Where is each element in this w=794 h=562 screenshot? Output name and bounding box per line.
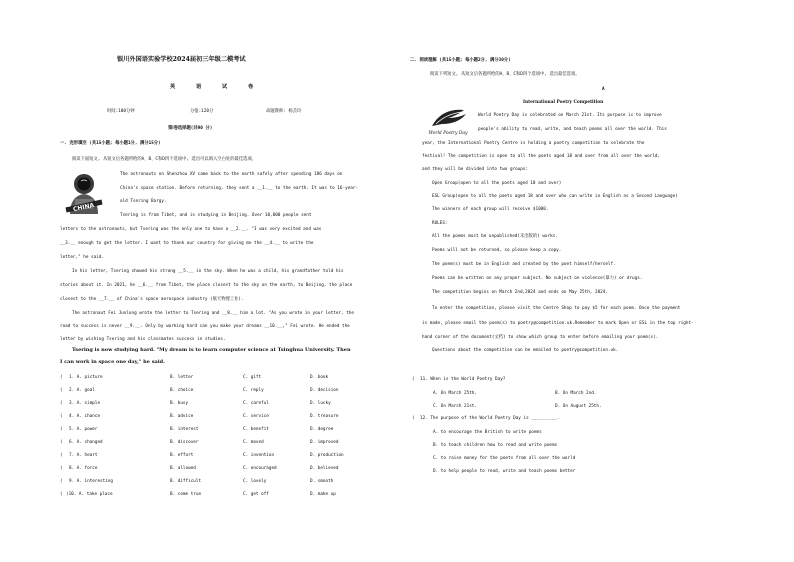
answer-blank[interactable]: ( (60, 401, 63, 406)
option-d: D. degree (310, 427, 334, 432)
passage-line: RULES: (432, 221, 448, 226)
passage-line: The astronaut Fei Junlong wrote the letter to Tsering and __8.__ him a lot. "As you wrote in your letter, the (72, 311, 354, 316)
option-d: D. production (310, 453, 344, 458)
option-c: C. gift (243, 375, 262, 380)
section2-instructions: 阅读下列短文, 从短文后各题所给的A、B、C和D四个选项中, 选出最佳选项。 (430, 72, 580, 77)
passage-line: letters to the astronauts, but Tsering was the only one to have a __2.__. "I was very excited and was (60, 227, 322, 232)
option-question: 1. A. picture (69, 375, 103, 380)
passage-line: The winners of each group will receive $1000. (432, 207, 549, 212)
section1-heading: 一. 完形填空 (共15小题; 每小题1分, 满分15分) (60, 141, 161, 146)
exam-score: 分值:120分 (190, 109, 214, 114)
passage-line: festival! The competition is open to all the poets aged 18 and over from all over the world, (422, 154, 660, 159)
exam-time: 时间:100分钟 (107, 109, 135, 114)
option-question: 4. A. chance (69, 414, 101, 419)
passage-line: Tsering is now studying hard. "My dream is to learn computer science at Tsinghua University. Then (72, 347, 351, 353)
option-b: B. come true (170, 492, 202, 497)
school-title: 银川外国语实验学校2024届初三年级二模考试 (117, 56, 246, 63)
passage-line: stories about it. In 2021, he __6.__ from Tibet, the place closest to the sky on the earth, to Beijing, the place (60, 283, 353, 288)
part-one-heading: 第Ⅰ卷选择题(共90 分) (168, 126, 213, 131)
section2-heading: 二. 阅读理解 (共15小题; 每小题2分, 满分30分) (410, 58, 511, 63)
exam-setter: 命题教师: 杨芸玲 (266, 109, 302, 114)
passage-line: Poems can be written on any proper subject. No subject on violence(暴力) or drugs. (432, 276, 643, 281)
option-b: B. On March 2nd. (555, 391, 597, 396)
answer-blank[interactable]: ( (60, 427, 63, 432)
option-question: )10. A. take place (66, 492, 113, 497)
option-c: C. to raise money for the poets from all over the world (433, 456, 576, 461)
option-b: B. discover (170, 440, 199, 445)
passage-line: In his letter, Tsering showed his strong __5.__ in the sky. When he was a child, his grandfather told his (72, 269, 344, 274)
passage-line: and they will be divided into two groups: (422, 167, 529, 172)
passage-line: __3.__ enough to get the letter. I want to thank our country for giving me the __4.__ to write the (60, 241, 314, 246)
option-c: C. moved (243, 440, 264, 445)
astronaut-image (60, 170, 108, 216)
answer-blank[interactable]: ( (60, 440, 63, 445)
option-d: D. believed (310, 466, 339, 471)
subject-char: 试 (222, 84, 228, 90)
option-d: D. book (310, 375, 329, 380)
option-a: A. On March 25th. (433, 391, 477, 396)
option-question: 2. A. goal (69, 388, 95, 393)
option-question: 6. A. changed (69, 440, 103, 445)
option-d: D. smooth (310, 479, 334, 484)
passage-line: The competition begins on March 2nd,2024 and ends on May 25th, 2024. (432, 290, 608, 295)
answer-blank[interactable]: ( (412, 416, 415, 421)
passage-line: Questions about the competition can be emailed to poetry@competition.uk. (432, 348, 619, 353)
option-c: C. service (243, 414, 269, 419)
option-question: 8. A. force (69, 466, 98, 471)
passage-line: China's space station. Before returning, they sent a __1.__ to the earth. It was to 16-year- (120, 186, 358, 191)
option-c: C. invention (243, 453, 275, 458)
passage-line: World Poetry Day is celebrated on March 21st. Its purpose is to improve (478, 113, 662, 118)
option-d: D. lucky (310, 401, 331, 406)
option-a: A. to encourage the British to write poems (433, 430, 542, 435)
answer-blank[interactable]: ( (60, 479, 63, 484)
question-text: 12. The purpose of the World Poetry Day is __________. (420, 416, 560, 421)
passage-line: The poem(s) must be in English and created by the poet himself/herself. (432, 262, 616, 267)
passage-title: International Poetry Competition (523, 100, 604, 105)
option-d: D. improved (310, 440, 339, 445)
passage-line: The astronauts on Shenzhou XV came back to the earth safely after spending 186 days on (120, 172, 343, 177)
option-b: B. to teach children how to read and write poems (433, 443, 558, 448)
passage-line: people's ability to read, write, and teach poems all over the world. This (478, 127, 667, 132)
passage-line: To enter the competition, please visit the Centre Shop to pay $5 for each poem. Once the payment (432, 306, 681, 311)
passage-line: old Tsering Bargy. (120, 199, 167, 204)
passage-line: ESL Group(open to all the poets aged 18 and over who can write in English as a Second Language) (432, 194, 678, 199)
answer-blank[interactable]: ( (60, 388, 63, 393)
passage-line: year, the International Poetry Centre is holding a poetry competition to celebrate the (422, 141, 645, 146)
option-b: B. busy (170, 401, 189, 406)
passage-line: road to success is never __9.__. Only by working hard can you make your dreams __10.__," Fei wrote. He ended the (60, 324, 350, 329)
option-d: D. decision (310, 388, 339, 393)
answer-blank[interactable]: ( (60, 414, 63, 419)
option-b: B. effort (170, 453, 194, 458)
stamp-text: World Poetry Day (428, 131, 468, 136)
passage-line: is made, please email the poem(s) to poetry@competition.uk.Remember to mark Open or ESL in the top right- (422, 321, 694, 326)
question-text: 11. When is the World Poetry Day? (420, 377, 506, 382)
option-c: C. get off (243, 492, 269, 497)
passage-line: Poems will not be returned, so please keep a copy. (432, 248, 562, 253)
answer-blank[interactable]: ( (60, 375, 63, 380)
option-b: B. allowed (170, 466, 196, 471)
option-b: B. letter (170, 375, 194, 380)
subject-char: 英 (170, 84, 176, 90)
option-c: C. careful (243, 401, 269, 406)
option-c: C. encouraged (243, 466, 277, 471)
passage-line: Tsering is from Tibet, and is studying in Beijing. Over 10,000 people sent (120, 213, 312, 218)
subject-char: 卷 (248, 84, 254, 90)
option-d: D. treasure (310, 414, 339, 419)
passage-line: All the poems must be unpublished(未出版的) works. (432, 234, 558, 239)
passage-line: letter," he said. (60, 255, 104, 260)
passage-line: Open Group(open to all the poets aged 18 and over) (432, 181, 562, 186)
answer-blank[interactable]: ( (60, 492, 63, 497)
option-c: C. reply (243, 388, 264, 393)
option-question: 9. A. interesting (69, 479, 113, 484)
option-d: D. to help people to read, write and teach poems better (433, 469, 576, 474)
passage-label: A (602, 87, 605, 92)
option-b: B. choice (170, 388, 194, 393)
option-b: B. interest (170, 427, 199, 432)
option-c: C. benefit (243, 427, 269, 432)
passage-line: closest to the __7.__ of China's space aerospace industry (航天物理工业). (60, 297, 244, 302)
option-question: 3. A. simple (69, 401, 101, 406)
passage-line: letter by wishing Tsering and his classmates success in studies. (60, 337, 226, 342)
option-c: C. lovely (243, 479, 267, 484)
option-d: D. On August 25th. (555, 404, 602, 409)
answer-blank[interactable]: ( (60, 453, 63, 458)
option-c: C. On March 21st. (433, 404, 477, 409)
poetry-day-stamp (428, 104, 470, 138)
subject-char: 语 (196, 84, 202, 90)
answer-blank[interactable]: ( (60, 466, 63, 471)
option-b: B. advice (170, 414, 194, 419)
option-question: 5. A. power (69, 427, 98, 432)
section1-instructions: 阅读下面短文, 从短文后各题所给的A、B、C和D四个选项中, 选出可以填入空白处的最佳选项。 (72, 157, 256, 162)
answer-blank[interactable]: ( (412, 377, 415, 382)
option-b: B. difficult (170, 479, 202, 484)
astronaut-caption: CHINA (72, 201, 95, 214)
option-d: D. make up (310, 492, 336, 497)
passage-line: I can work in space one day," he said. (60, 359, 165, 365)
passage-line: hand corner of the document(文档) to show which group to enter before emailing your poem(s). (422, 335, 659, 340)
option-question: 7. A. heart (69, 453, 98, 458)
